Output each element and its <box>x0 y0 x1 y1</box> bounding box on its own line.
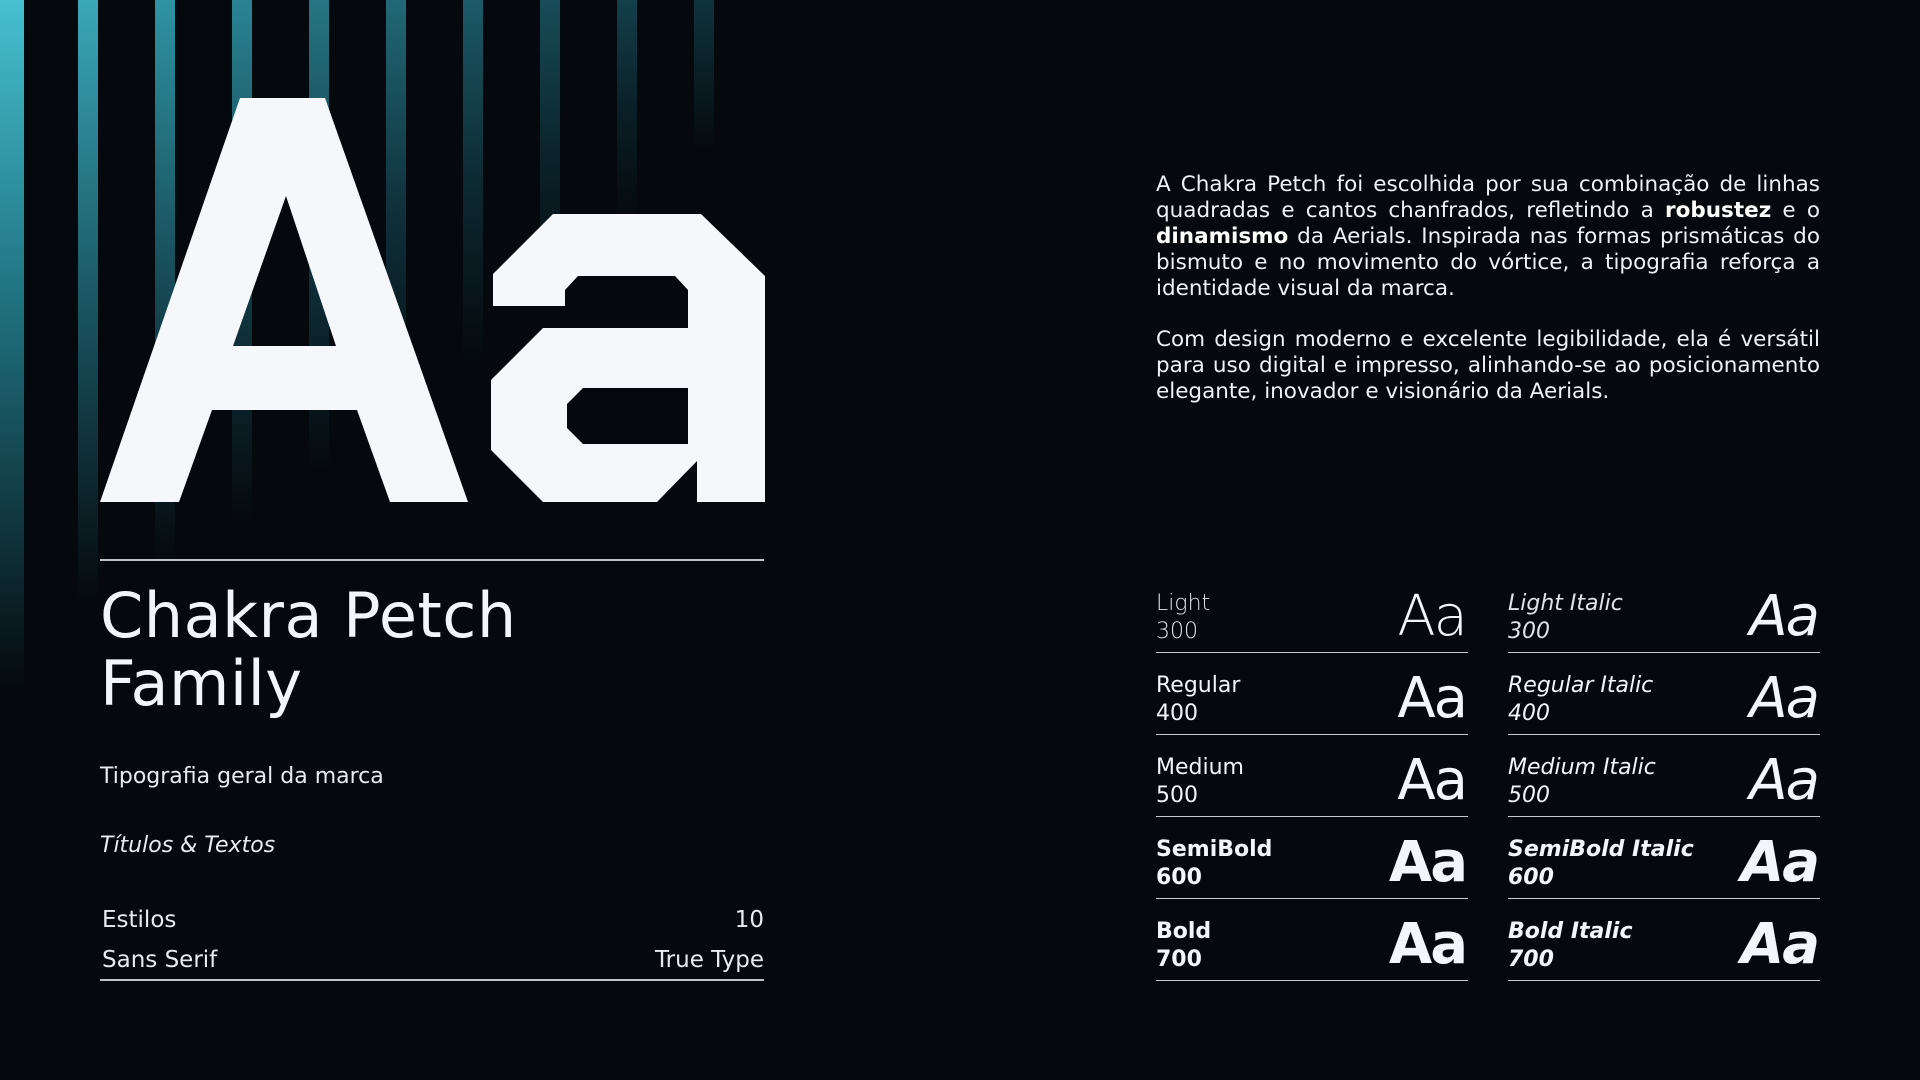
weight-sample: Aa <box>1397 666 1466 731</box>
weight-card-bold-italic <box>1508 914 1820 981</box>
weight-card-medium-italic <box>1508 750 1820 817</box>
family-usage: Títulos & Textos <box>100 833 276 858</box>
weight-sample: Aa <box>1397 584 1466 649</box>
meta-value: 10 <box>734 907 764 933</box>
weight-number: 600 <box>1156 865 1202 890</box>
weight-card-light-italic <box>1508 586 1820 653</box>
meta-label: Sans Serif <box>102 947 218 973</box>
weight-name: SemiBold Italic <box>1508 837 1694 862</box>
weight-number: 500 <box>1156 783 1198 808</box>
description-text: da Aerials. Inspirada nas formas prismáticas do bismuto e no movimento do vórtice, a tipografia reforça a identidade visual da marca. <box>1156 224 1820 301</box>
weight-name: Light Italic <box>1508 591 1623 616</box>
weight-card-semibold-italic <box>1508 832 1820 899</box>
description-bold-robustez: robustez <box>1664 198 1772 223</box>
stripe <box>78 0 98 600</box>
weight-number: 700 <box>1508 947 1554 972</box>
specimen-divider <box>100 559 764 561</box>
weight-number: 300 <box>1508 619 1550 644</box>
family-title <box>100 579 517 720</box>
weight-sample: Aa <box>1388 830 1466 895</box>
weight-card-bold <box>1156 914 1468 981</box>
family-title-line2: Family <box>100 647 303 720</box>
weight-card-regular-italic <box>1508 668 1820 735</box>
weight-number: 700 <box>1156 947 1202 972</box>
weight-card-light <box>1156 586 1468 653</box>
description-paragraph-1 <box>1156 172 1820 302</box>
description-bold-dinamismo: dinamismo <box>1156 224 1289 249</box>
stripe <box>617 0 637 220</box>
weight-name: Bold <box>1156 919 1212 944</box>
weight-name: Regular Italic <box>1508 673 1654 698</box>
weight-sample: Aa <box>1740 830 1818 895</box>
weight-sample: Aa <box>1749 748 1818 813</box>
description-text: e o <box>1771 198 1820 223</box>
weight-card-regular <box>1156 668 1468 735</box>
weight-number: 500 <box>1508 783 1550 808</box>
weight-number: 400 <box>1508 701 1550 726</box>
weight-card-medium <box>1156 750 1468 817</box>
weight-sample: Aa <box>1388 912 1466 977</box>
weight-sample: Aa <box>1397 748 1466 813</box>
weight-number: 300 <box>1156 619 1198 644</box>
weight-name: Light <box>1156 591 1211 616</box>
description-paragraph-2: Com design moderno e excelente legibilidade, ela é versátil para uso digital e impresso, alinhando-se ao posicionamento elegante, inovador e visionário da Aerials. <box>1156 327 1820 404</box>
specimen-lowercase-a <box>491 214 765 502</box>
weight-name: Medium <box>1156 755 1244 780</box>
weight-name: Medium Italic <box>1508 755 1656 780</box>
stripe <box>0 0 24 690</box>
meta-row-format <box>102 947 764 973</box>
meta-value: True Type <box>655 947 764 973</box>
specimen-uppercase-a <box>100 98 470 502</box>
weight-sample: Aa <box>1749 666 1818 731</box>
meta-divider <box>100 979 764 981</box>
weight-number: 400 <box>1156 701 1198 726</box>
weight-sample: Aa <box>1740 912 1818 977</box>
meta-label: Estilos <box>102 907 177 933</box>
family-title-line1: Chakra Petch <box>100 579 517 652</box>
weight-name: SemiBold <box>1156 837 1273 862</box>
weight-name: Bold Italic <box>1508 919 1633 944</box>
family-subtitle: Tipografia geral da marca <box>100 764 384 789</box>
description-text: A Chakra Petch foi escolhida por sua combinação de linhas quadradas e cantos chanfrados, refletindo a <box>1156 172 1820 223</box>
weight-sample: Aa <box>1749 584 1818 649</box>
stripe <box>694 0 714 150</box>
weight-name: Regular <box>1156 673 1241 698</box>
weight-card-semibold <box>1156 832 1468 899</box>
meta-row-styles <box>102 907 764 933</box>
weight-number: 600 <box>1508 865 1554 890</box>
